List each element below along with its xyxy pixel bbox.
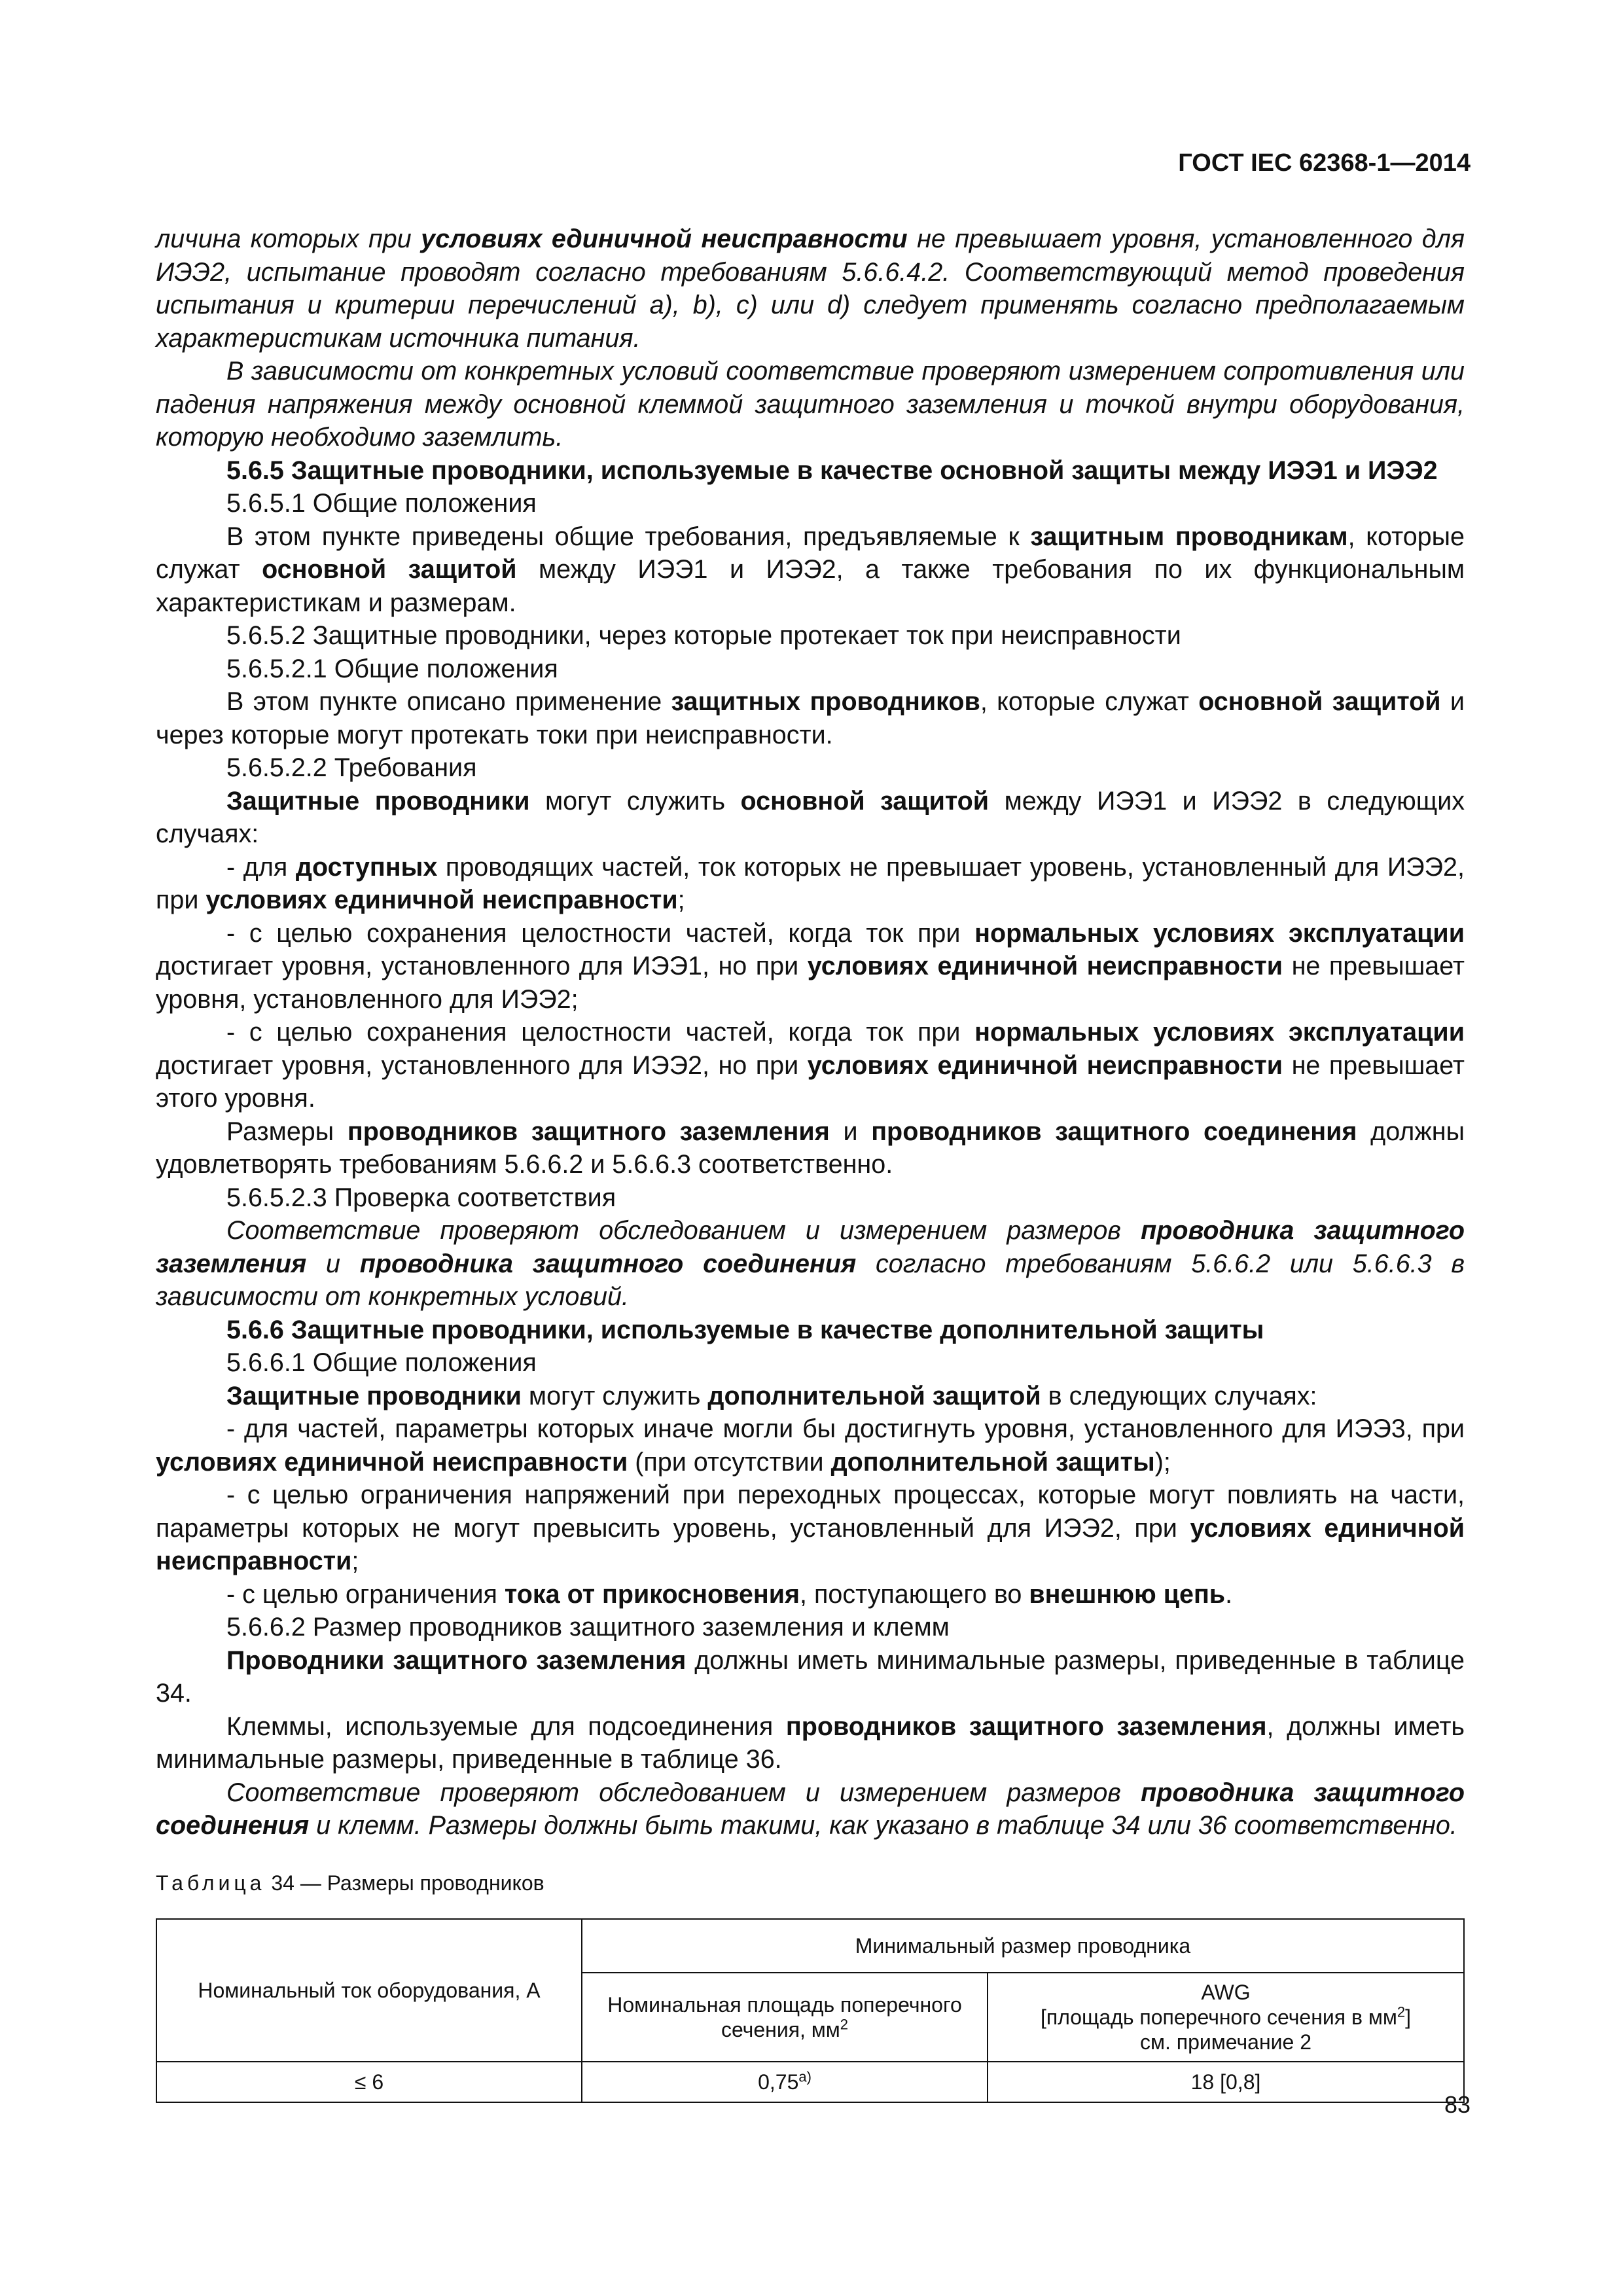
paragraph: [156, 1346, 1465, 1380]
text-run: Клеммы, используемые для подсоединения: [226, 1712, 786, 1741]
text-run: - для: [226, 852, 296, 882]
text-run: проводящих частей, ток которых не превышает уровень, установленный для ИЭЭ2, при: [156, 852, 1465, 914]
text-run: и: [306, 1249, 360, 1278]
page-number: 83: [1444, 2091, 1471, 2118]
paragraph: [156, 487, 1465, 520]
text-run: согласно требованиям 5.6.6.2 или 5.6.6.3 в зависимости от конкретных условий.: [156, 1249, 1465, 1311]
defined-term: нормальных условиях эксплуатации: [974, 918, 1465, 948]
paragraph: [156, 1115, 1465, 1181]
text-run: должны иметь минимальные размеры, приведенные в таблице 34.: [156, 1645, 1465, 1708]
paragraph: [156, 520, 1465, 620]
paragraph: [156, 851, 1465, 917]
header-min-size: Минимальный размер проводника: [582, 1919, 1464, 1973]
text-run: , которые служат: [156, 522, 1465, 584]
text-run: 5.6.6.2 Размер проводников защитного заземления и клемм: [226, 1613, 950, 1641]
text-run: В этом пункте приведены общие требования, предъявляемые к: [226, 522, 1031, 551]
paragraph: [156, 1578, 1465, 1611]
paragraph: [156, 454, 1465, 488]
text-run: в следующих случаях:: [1041, 1381, 1317, 1410]
defined-term: проводников защитного соединения: [871, 1117, 1357, 1146]
text-run: 5.6.5.2.3 Проверка соответствия: [226, 1183, 616, 1212]
defined-term: условиях единичной неисправности: [807, 952, 1283, 980]
paragraph: [156, 1412, 1465, 1479]
defined-term: дополнительной защитой: [707, 1381, 1041, 1410]
text-run: - с целью ограничения напряжений при переходных процессах, которые могут повлиять на части, параметры которых не могут превысить уровень, установленный для ИЭЭ2, при: [156, 1480, 1465, 1543]
defined-term: проводника защитного соединения: [359, 1249, 857, 1278]
defined-term: условиях единичной неисправности: [156, 1447, 628, 1477]
table-caption-text: 34 — Размеры проводников: [265, 1871, 544, 1895]
paragraph: [156, 785, 1465, 851]
text-run: 5.6.5.2 Защитные проводники, через которые протекает ток при неисправности: [226, 621, 1181, 650]
defined-term: защитным проводникам: [1030, 522, 1348, 551]
paragraph: [156, 751, 1465, 785]
paragraph: [156, 619, 1465, 653]
defined-term: условиях единичной неисправности: [807, 1050, 1283, 1080]
defined-term: доступных: [295, 852, 438, 882]
standard-designation: ГОСТ IEC 62368-1—2014: [1178, 149, 1471, 177]
defined-term: проводников защитного заземления: [785, 1712, 1267, 1741]
paragraph: [156, 1016, 1465, 1115]
header-rated-current: Номинальный ток оборудования, А: [156, 1919, 582, 2062]
text-run: личина которых при: [156, 224, 421, 253]
paragraph: [156, 653, 1465, 686]
defined-term: условиях единичной неисправности: [421, 224, 908, 253]
header-awg-line2-end: ]: [1405, 2005, 1411, 2029]
paragraph: [156, 1644, 1465, 1710]
header-awg-line2: [997, 2005, 1454, 2030]
defined-term: основной защитой: [1198, 687, 1441, 716]
text-run: могут служить: [529, 786, 741, 816]
paragraph: [156, 917, 1465, 1016]
text-run: Размеры: [226, 1117, 348, 1146]
header-awg-line2-text: [площадь поперечного сечения в мм: [1041, 2005, 1397, 2029]
header-area-text: Номинальная площадь поперечного сечения, мм: [607, 1992, 962, 2041]
text-run: 5.6.5.2.1 Общие положения: [226, 654, 558, 683]
paragraph: [156, 1479, 1465, 1578]
paragraph: [156, 685, 1465, 751]
paragraphs-container: [156, 223, 1465, 1842]
defined-term: условиях единичной неисправности: [205, 886, 678, 914]
text-run: достигает уровня, установленного для ИЭЭ1, но при: [156, 952, 808, 980]
text-run: Соответствие проверяют обследованием и измерением размеров: [226, 1778, 1141, 1807]
cell-area-value: 0,75: [758, 2070, 799, 2094]
text-run: В этом пункте описано применение: [226, 687, 671, 716]
defined-term: основной защитой: [740, 786, 990, 816]
defined-term: проводника защитного соединения: [156, 1778, 1465, 1840]
body-text: [156, 223, 1465, 2103]
text-run: 5.6.5 Защитные проводники, используемые в качестве основной защиты между ИЭЭ1 и ИЭЭ2: [226, 456, 1438, 485]
text-run: 5.6.5.2.2 Требования: [226, 753, 477, 782]
defined-term: основной защитой: [262, 555, 517, 584]
paragraph: [156, 1611, 1465, 1644]
text-run: (при отсутствии: [628, 1447, 831, 1477]
text-run: и клемм. Размеры должны быть такими, как указано в таблице 34 или 36 соответственно.: [309, 1811, 1457, 1840]
header-area-sup: 2: [840, 2015, 849, 2032]
text-run: и: [829, 1117, 872, 1146]
cell-area: [582, 2062, 988, 2102]
defined-term: Проводники защитного заземления: [226, 1645, 687, 1675]
text-run: - с целью сохранения целостности частей, когда ток при: [226, 1018, 975, 1047]
text-run: не превышает уровня, установленного для ИЭЭ2;: [156, 952, 1465, 1014]
text-run: 5.6.6.1 Общие положения: [226, 1348, 537, 1377]
defined-term: Защитные проводники: [226, 1381, 522, 1410]
paragraph: [156, 355, 1465, 454]
paragraph: [156, 1181, 1465, 1215]
text-run: не превышает уровня, установленного для ИЭЭ2, испытание проводят согласно требованиям 5.6.6.4.2. Соответствующий метод проведения испытания и критерии перечислений а), b), с) или d) следует применять согласно предполагаемым характеристикам источника питания.: [156, 224, 1465, 353]
text-run: - с целью ограничения: [226, 1579, 505, 1609]
text-run: достигает уровня, установленного для ИЭЭ2, но при: [156, 1050, 808, 1080]
paragraph: [156, 223, 1465, 355]
header-awg-line3: см. примечание 2: [1139, 2030, 1311, 2054]
defined-term: проводников защитного заземления: [347, 1117, 830, 1146]
text-run: 5.6.6 Защитные проводники, используемые в качестве дополнительной защиты: [226, 1315, 1264, 1344]
defined-term: проводника защитного заземления: [156, 1216, 1465, 1278]
text-run: ;: [677, 886, 685, 914]
defined-term: нормальных условиях эксплуатации: [974, 1018, 1465, 1047]
text-run: Соответствие проверяют обследованием и измерением размеров: [226, 1216, 1141, 1245]
header-awg-line1: AWG: [1201, 1980, 1251, 2004]
text-run: должны удовлетворять требованиям 5.6.6.2 и 5.6.6.3 соответственно.: [156, 1117, 1465, 1179]
defined-term: условиях единичной неисправности: [156, 1513, 1465, 1575]
paragraph: [156, 1776, 1465, 1842]
text-run: , должны иметь минимальные размеры, приведенные в таблице 36.: [156, 1712, 1465, 1774]
text-run: .: [1225, 1579, 1233, 1609]
table-caption-label: Таблица: [156, 1871, 266, 1895]
defined-term: тока от прикосновения: [504, 1579, 800, 1609]
defined-term: внешнюю цепь: [1029, 1579, 1226, 1609]
text-run: не превышает этого уровня.: [156, 1050, 1465, 1113]
header-awg-line2-sup: 2: [1397, 2003, 1406, 2020]
header-awg: [988, 1973, 1464, 2062]
text-run: - с целью сохранения целостности частей, когда ток при: [226, 918, 975, 948]
text-run: между ИЭЭ1 и ИЭЭ2 в следующих случаях:: [156, 786, 1465, 848]
text-run: и через которые могут протекать токи при неисправности.: [156, 687, 1465, 749]
defined-term: дополнительной защиты: [830, 1447, 1155, 1477]
text-run: 5.6.5.1 Общие положения: [226, 489, 537, 518]
cell-awg: 18 [0,8]: [988, 2062, 1464, 2102]
text-run: - для частей, параметры которых иначе могли бы достигнуть уровня, установленного для ИЭЭ3, при: [226, 1414, 1465, 1443]
paragraph: [156, 1380, 1465, 1413]
cell-area-footnote: а): [798, 2068, 812, 2085]
defined-term: Защитные проводники: [226, 786, 530, 816]
table-row: [156, 2062, 1464, 2102]
text-run: , поступающего во: [800, 1579, 1029, 1609]
defined-term: защитных проводников: [671, 687, 980, 716]
paragraph: [156, 1710, 1465, 1776]
text-run: В зависимости от конкретных условий соответствие проверяют измерением сопротивления или падения напряжения между основной клеммой защитного заземления и точкой внутри оборудования, которую необходимо заземлить.: [156, 357, 1465, 452]
header-area: [582, 1973, 988, 2062]
text-run: );: [1154, 1447, 1171, 1477]
conductor-size-table: [156, 1918, 1465, 2103]
table-caption: [156, 1870, 1465, 1896]
text-run: могут служить: [521, 1381, 708, 1410]
text-run: ;: [351, 1547, 359, 1575]
cell-current: ≤ 6: [156, 2062, 582, 2102]
paragraph: [156, 1314, 1465, 1347]
paragraph: [156, 1214, 1465, 1314]
text-run: между ИЭЭ1 и ИЭЭ2, а также требования по их функциональным характеристикам и размерам.: [156, 555, 1465, 617]
text-run: , которые служат: [980, 687, 1199, 716]
